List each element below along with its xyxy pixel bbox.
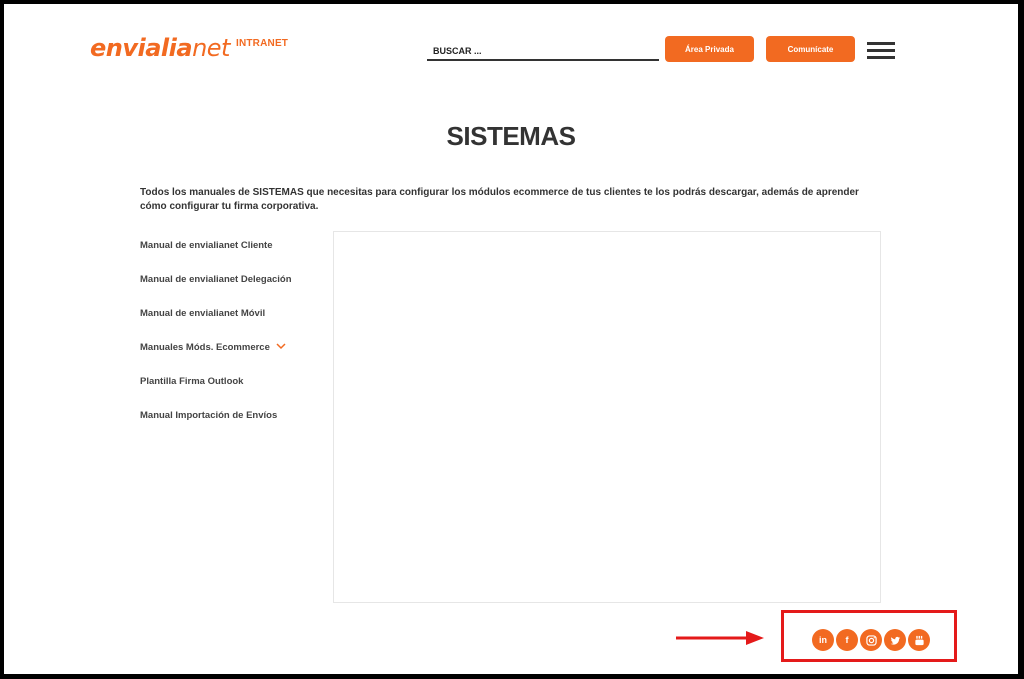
menu-item-label: Plantilla Firma Outlook <box>140 376 244 387</box>
instagram-glyph <box>866 635 877 646</box>
logo-wordmark-a: envialia <box>90 34 193 62</box>
document-viewer[interactable] <box>333 231 881 603</box>
menu-item-importacion[interactable] <box>140 410 292 444</box>
logo-wordmark <box>90 34 230 62</box>
search-input[interactable] <box>427 42 659 61</box>
logo-subtitle: INTRANET <box>235 38 289 49</box>
chevron-down-icon[interactable] <box>276 342 286 350</box>
menu-item-label: Manual Importación de Envíos <box>140 410 278 421</box>
menu-item-label: Manual de envialianet Móvil <box>140 308 266 319</box>
facebook-glyph: f <box>845 635 849 645</box>
hamburger-line <box>867 42 895 45</box>
menu-item-movil[interactable] <box>140 308 292 342</box>
menu-item-delegacion[interactable] <box>140 274 292 308</box>
manuals-menu <box>140 240 292 444</box>
instagram-icon[interactable] <box>860 629 882 651</box>
menu-item-cliente[interactable] <box>140 240 292 274</box>
youtube-icon[interactable] <box>908 629 930 651</box>
social-links <box>812 629 930 651</box>
annotation-arrow <box>676 628 766 648</box>
hamburger-line <box>867 49 895 52</box>
intro-text: Todos los manuales de SISTEMAS que necesitas para configurar los módulos ecommerce de tus clientes te los podrás descargar, además de aprender cómo configurar tu firma corporativa. <box>140 187 859 212</box>
hamburger-menu-icon[interactable] <box>867 40 897 60</box>
facebook-icon[interactable] <box>836 629 858 651</box>
hamburger-line <box>867 56 895 59</box>
linkedin-glyph: in <box>819 635 827 645</box>
contact-button[interactable]: Comunícate <box>766 36 855 62</box>
menu-item-label: Manuales Móds. Ecommerce <box>140 342 270 353</box>
menu-item-label: Manual de envialianet Cliente <box>140 240 273 251</box>
youtube-glyph <box>914 635 925 646</box>
menu-item-ecommerce[interactable] <box>140 342 292 376</box>
logo[interactable] <box>90 34 288 62</box>
menu-item-label: Manual de envialianet Delegación <box>140 274 292 285</box>
page-title: SISTEMAS <box>446 121 576 151</box>
menu-item-firma-outlook[interactable] <box>140 376 292 410</box>
page-frame <box>4 4 1018 674</box>
logo-wordmark-b: net <box>192 34 230 62</box>
twitter-icon[interactable] <box>884 629 906 651</box>
private-area-button[interactable]: Área Privada <box>665 36 754 62</box>
twitter-glyph <box>890 635 901 646</box>
linkedin-icon[interactable] <box>812 629 834 651</box>
